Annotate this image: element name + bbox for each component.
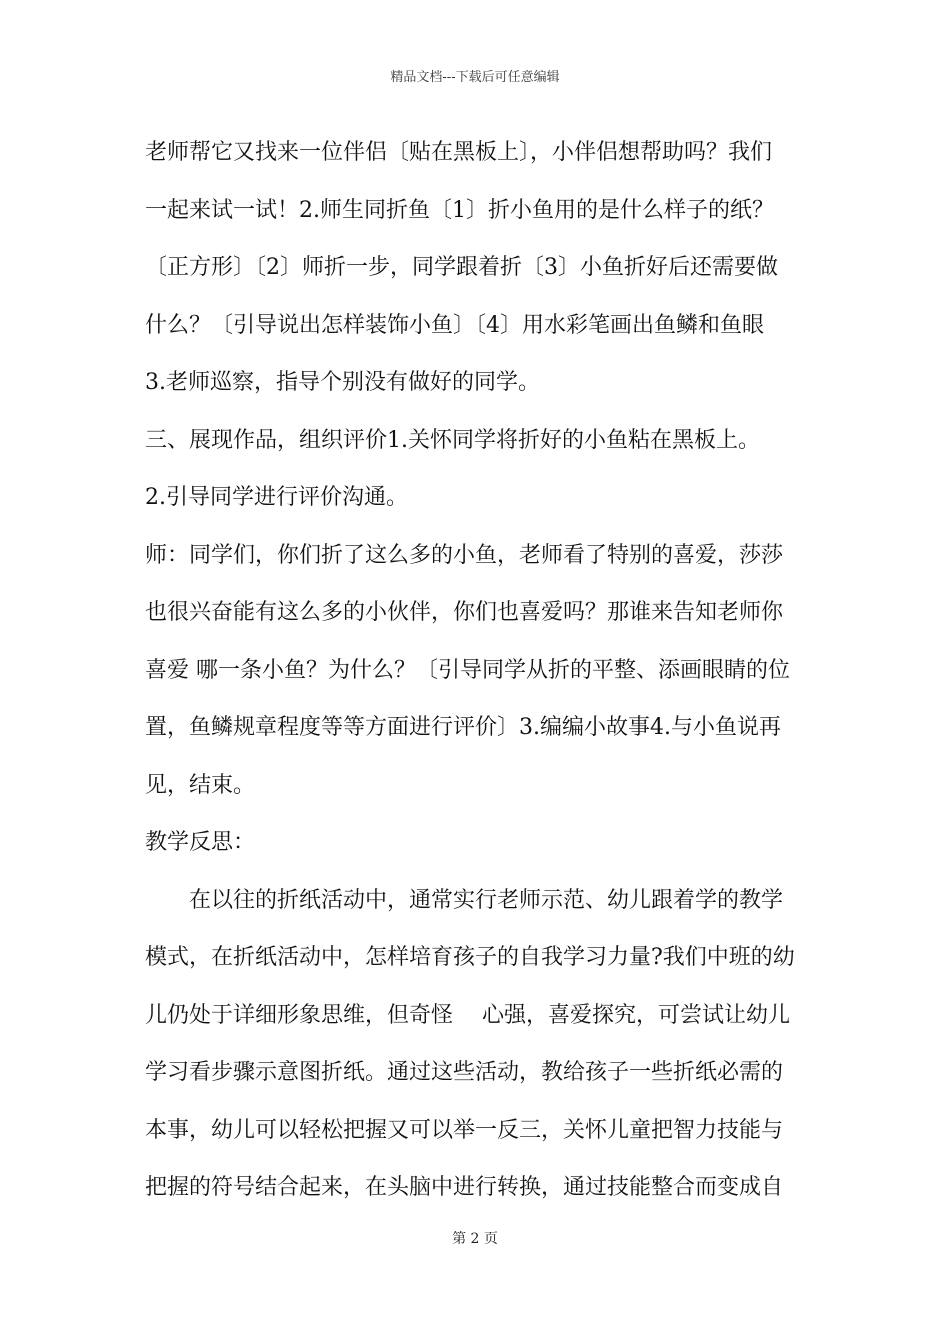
text-line: 什么？〔引导说出怎样装饰小鱼〕〔4〕用水彩笔画出鱼鳞和鱼眼 [145,312,764,338]
text-line: 老师帮它又找来一位伴侣〔贴在黑板上〕，小伴侣想帮助吗？我们 [145,140,773,165]
text-line: 3.老师巡察，指导个别没有做好的同学。 [145,370,540,395]
text-line: 三、展现作品，组织评价1.关怀同学将折好的小鱼粘在黑板上。 [145,427,760,453]
text-line: 在以往的折纸活动中，通常实行老师示范、幼儿跟着学的教学 [145,887,784,913]
text-line: 模式，在折纸活动中，怎样培育孩子的自我学习力量?我们中班的幼 [145,945,795,970]
text-line: 师：同学们，你们折了这么多的小鱼，老师看了特别的喜爱，莎莎 [145,542,784,568]
section-heading: 教学反思： [145,830,256,855]
text-line: 学习看步骤示意图折纸。通过这些活动，教给孩子一些折纸必需的 [145,1060,784,1085]
text-line: 把握的符号结合起来，在头脑中进行转换，通过技能整合而变成自 [145,1175,784,1200]
page-header: 精品文档---下载后可任意编辑 [390,70,560,85]
text-line: 置，鱼鳞规章程度等等方面进行评价〕3.编编小故事4.与小鱼说再 [145,715,781,740]
text-line: 本事，幼儿可以轻松把握又可以举一反三，关怀儿童把智力技能与 [145,1117,784,1143]
page-number: 第 2 页 [452,1231,498,1247]
text-line: 2.引导同学进行评价沟通。 [145,485,408,510]
text-line: 儿仍处于详细形象思维，但奇怪 心强，喜爱探究，可尝试让幼儿 [145,1002,790,1028]
text-line: 见，结束。 [145,772,256,798]
text-line: 〔正方形〕〔2〕师折一步，同学跟着折〔3〕小鱼折好后还需要做 [145,255,778,280]
page-body [145,131,810,1224]
text-line: 也很兴奋能有这么多的小伙伴，你们也喜爱吗？那谁来告知老师你 [145,600,784,625]
text-line: 喜爱 哪一条小鱼？为什么？〔引导同学从折的平整、添画眼睛的位 [145,657,790,683]
text-line: 一起来试一试！2.师生同折鱼〔1〕折小鱼用的是什么样子的纸？ [145,197,774,223]
